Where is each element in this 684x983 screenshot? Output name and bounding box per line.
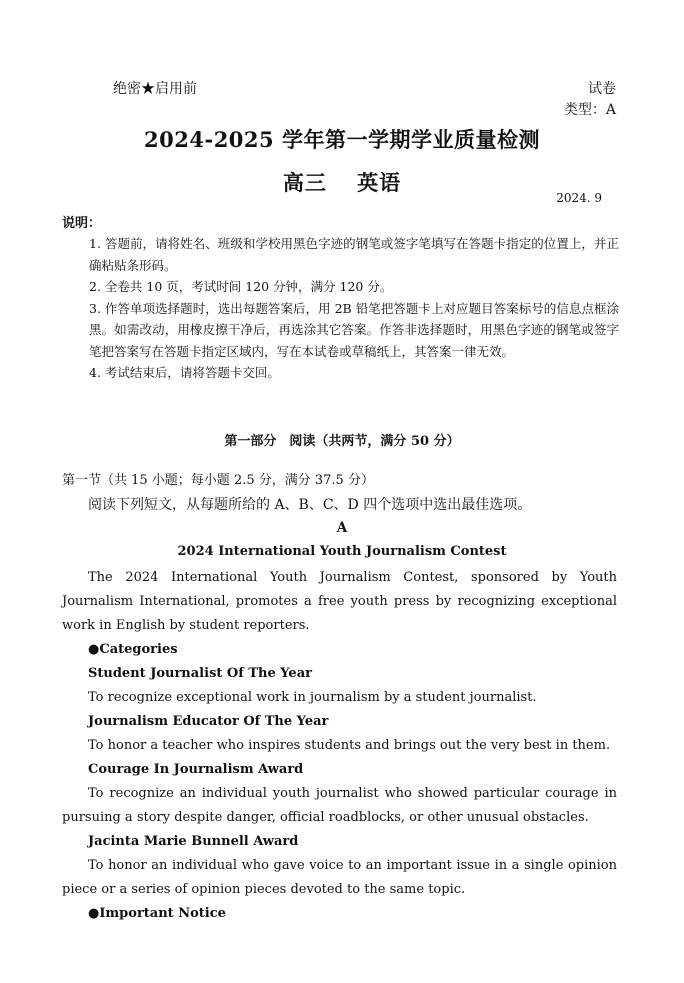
instruction-text: 阅读下列短文，从每题所给的 A、B、C、D 四个选项中选出最佳选项。 (88, 497, 532, 513)
confidential-label: 绝密★启用前 (113, 81, 197, 97)
award-description: To recognize an individual youth journalist who showed particular courage in pursuing a story despite danger, official roadblocks, or other unusual obstacles. (62, 786, 617, 825)
note-item: 4. 考试结束后，请将答题卡交回。 (89, 365, 280, 380)
notes-list (89, 233, 619, 384)
categories-heading: ●Categories (88, 642, 178, 657)
notes-heading: 说明： (62, 216, 102, 231)
exam-date: 2024. 9 (556, 191, 602, 205)
passage-intro: The 2024 International Youth Journalism Contest, sponsored by Youth Journalism International, promotes a free youth press by recognizing exceptional work in English by student reporters. (62, 570, 617, 633)
exam-paper-label: 试卷 (588, 81, 616, 97)
award-title: Student Journalist Of The Year (88, 666, 312, 681)
notice-heading: ●Important Notice (88, 906, 226, 921)
part-heading: 第一部分 阅读（共两节，满分 50 分） (224, 434, 460, 449)
passage-body (62, 566, 617, 926)
passage-letter: A (336, 520, 348, 536)
note-item: 3. 作答单项选择题时，选出每题答案后，用 2B 铅笔把答题卡上对应题目答案标号的信息点框涂黑。如需改动，用橡皮擦干净后，再选涂其它答案。作答非选择题时，用黑色字迹的钢笔或签字笔把答案写在答题卡指定区域内，写在本试卷或草稿纸上，其答案一律无效。 (89, 300, 619, 359)
exam-type-label: 类型：A (563, 102, 616, 118)
section-heading: 第一节（共 15 小题；每小题 2.5 分，满分 37.5 分） (62, 473, 374, 488)
passage-title: 2024 International Youth Journalism Contest (177, 544, 507, 559)
award-title: Journalism Educator Of The Year (88, 714, 329, 729)
award-title: Courage In Journalism Award (88, 762, 304, 777)
award-title: Jacinta Marie Bunnell Award (88, 834, 299, 849)
award-description: To recognize exceptional work in journalism by a student journalist. (88, 690, 537, 705)
note-item: 1. 答题前，请将姓名、班级和学校用黑色字迹的钢笔或签字笔填写在答题卡指定的位置上，并正确粘贴条形码。 (89, 236, 619, 273)
note-item: 2. 全卷共 10 页，考试时间 120 分钟，满分 120 分。 (89, 279, 393, 294)
award-description: To honor an individual who gave voice to an important issue in a single opinion piece or a series of opinion pieces devoted to the same topic. (62, 858, 617, 897)
exam-subtitle: 高三 英语 (282, 170, 402, 195)
award-description: To honor a teacher who inspires students and brings out the very best in them. (88, 738, 611, 753)
exam-title: 2024-2025 学年第一学期学业质量检测 (144, 127, 540, 152)
